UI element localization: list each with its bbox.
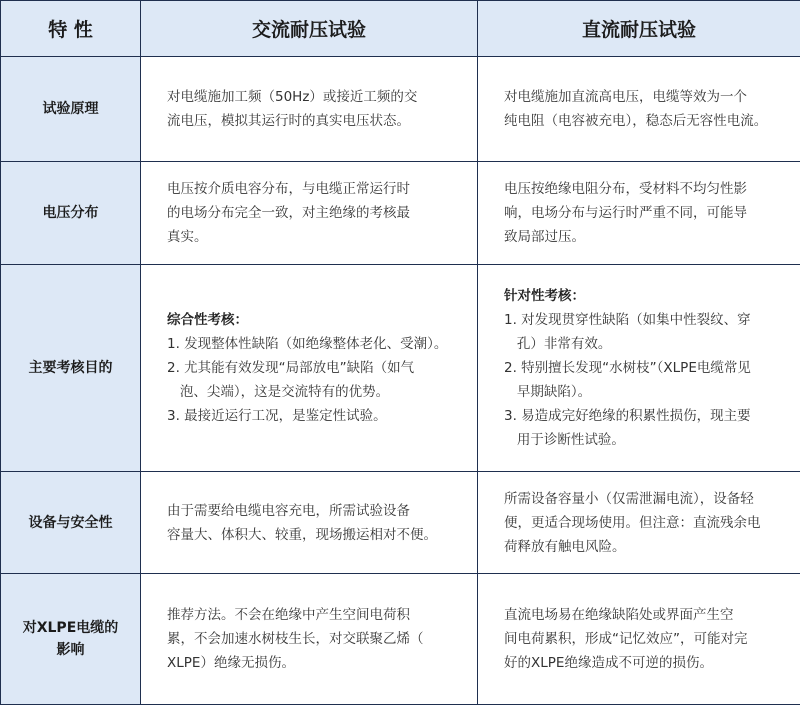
cell-line: 真实。 [167, 225, 461, 249]
row-label: 设备与安全性 [1, 472, 141, 574]
cell-line: 累，不会加速水树枝生长，对交联聚乙烯（ [167, 627, 461, 651]
cell-line: 响，电场分布与运行时严重不同，可能导 [504, 201, 784, 225]
dc-cell [478, 265, 800, 472]
cell-heading: 针对性考核： [504, 284, 784, 308]
cell-line: 便，更适合现场使用。但注意：直流残余电 [504, 511, 784, 535]
cell-line: 纯电阻（电容被充电），稳态后无容性电流。 [504, 109, 784, 133]
header-ac-test: 交流耐压试验 [141, 1, 478, 57]
row-label: 主要考核目的 [1, 265, 141, 472]
table-row [1, 574, 800, 705]
ac-cell [141, 574, 478, 705]
row-label-line: 影响 [11, 639, 130, 661]
cell-line: 电压按介质电容分布，与电缆正常运行时 [167, 177, 461, 201]
cell-line: 直流电场易在绝缘缺陷处或界面产生空 [504, 603, 784, 627]
cell-line: 电压按绝缘电阻分布，受材料不均匀性影 [504, 177, 784, 201]
cell-line: 早期缺陷）。 [504, 380, 784, 404]
row-label: 试验原理 [1, 57, 141, 162]
cell-line: 2. 特别擅长发现“水树枝”（XLPE电缆常见 [504, 356, 784, 380]
cell-line: 1. 发现整体性缺陷（如绝缘整体老化、受潮）。 [167, 332, 461, 356]
cell-line: 的电场分布完全一致，对主绝缘的考核最 [167, 201, 461, 225]
row-label: 电压分布 [1, 162, 141, 265]
ac-cell [141, 57, 478, 162]
row-label-line: 对XLPE电缆的 [11, 617, 130, 639]
ac-cell [141, 162, 478, 265]
cell-line: 对电缆施加工频（50Hz）或接近工频的交 [167, 85, 461, 109]
header-row [1, 1, 800, 57]
dc-cell [478, 57, 800, 162]
cell-line: 间电荷累积，形成“记忆效应”，可能对完 [504, 627, 784, 651]
ac-cell [141, 472, 478, 574]
cell-line: 2. 尤其能有效发现“局部放电”缺陷（如气 [167, 356, 461, 380]
cell-line: 所需设备容量小（仅需泄漏电流），设备轻 [504, 487, 784, 511]
cell-line: 流电压，模拟其运行时的真实电压状态。 [167, 109, 461, 133]
cell-line: 3. 易造成完好绝缘的积累性损伤，现主要 [504, 404, 784, 428]
cell-line: 用于诊断性试验。 [504, 428, 784, 452]
cell-line: 荷释放有触电风险。 [504, 535, 784, 559]
table-row [1, 472, 800, 574]
dc-cell [478, 162, 800, 265]
cell-heading: 综合性考核： [167, 308, 461, 332]
cell-line: 好的XLPE绝缘造成不可逆的损伤。 [504, 651, 784, 675]
cell-line: 泡、尖端），这是交流特有的优势。 [167, 380, 461, 404]
cell-line: 孔）非常有效。 [504, 332, 784, 356]
cell-line: 3. 最接近运行工况，是鉴定性试验。 [167, 404, 461, 428]
cell-line: 推荐方法。不会在绝缘中产生空间电荷积 [167, 603, 461, 627]
dc-cell [478, 574, 800, 705]
cell-line: 容量大、体积大、较重，现场搬运相对不便。 [167, 523, 461, 547]
ac-cell [141, 265, 478, 472]
header-characteristic: 特 性 [1, 1, 141, 57]
table-row [1, 57, 800, 162]
table-row [1, 265, 800, 472]
header-dc-test: 直流耐压试验 [478, 1, 800, 57]
cell-line: 由于需要给电缆电容充电，所需试验设备 [167, 499, 461, 523]
table-row [1, 162, 800, 265]
cell-line: 致局部过压。 [504, 225, 784, 249]
row-label [1, 574, 141, 705]
cell-line: 1. 对发现贯穿性缺陷（如集中性裂纹、穿 [504, 308, 784, 332]
dc-cell [478, 472, 800, 574]
cell-line: XLPE）绝缘无损伤。 [167, 651, 461, 675]
cell-line: 对电缆施加直流高电压，电缆等效为一个 [504, 85, 784, 109]
